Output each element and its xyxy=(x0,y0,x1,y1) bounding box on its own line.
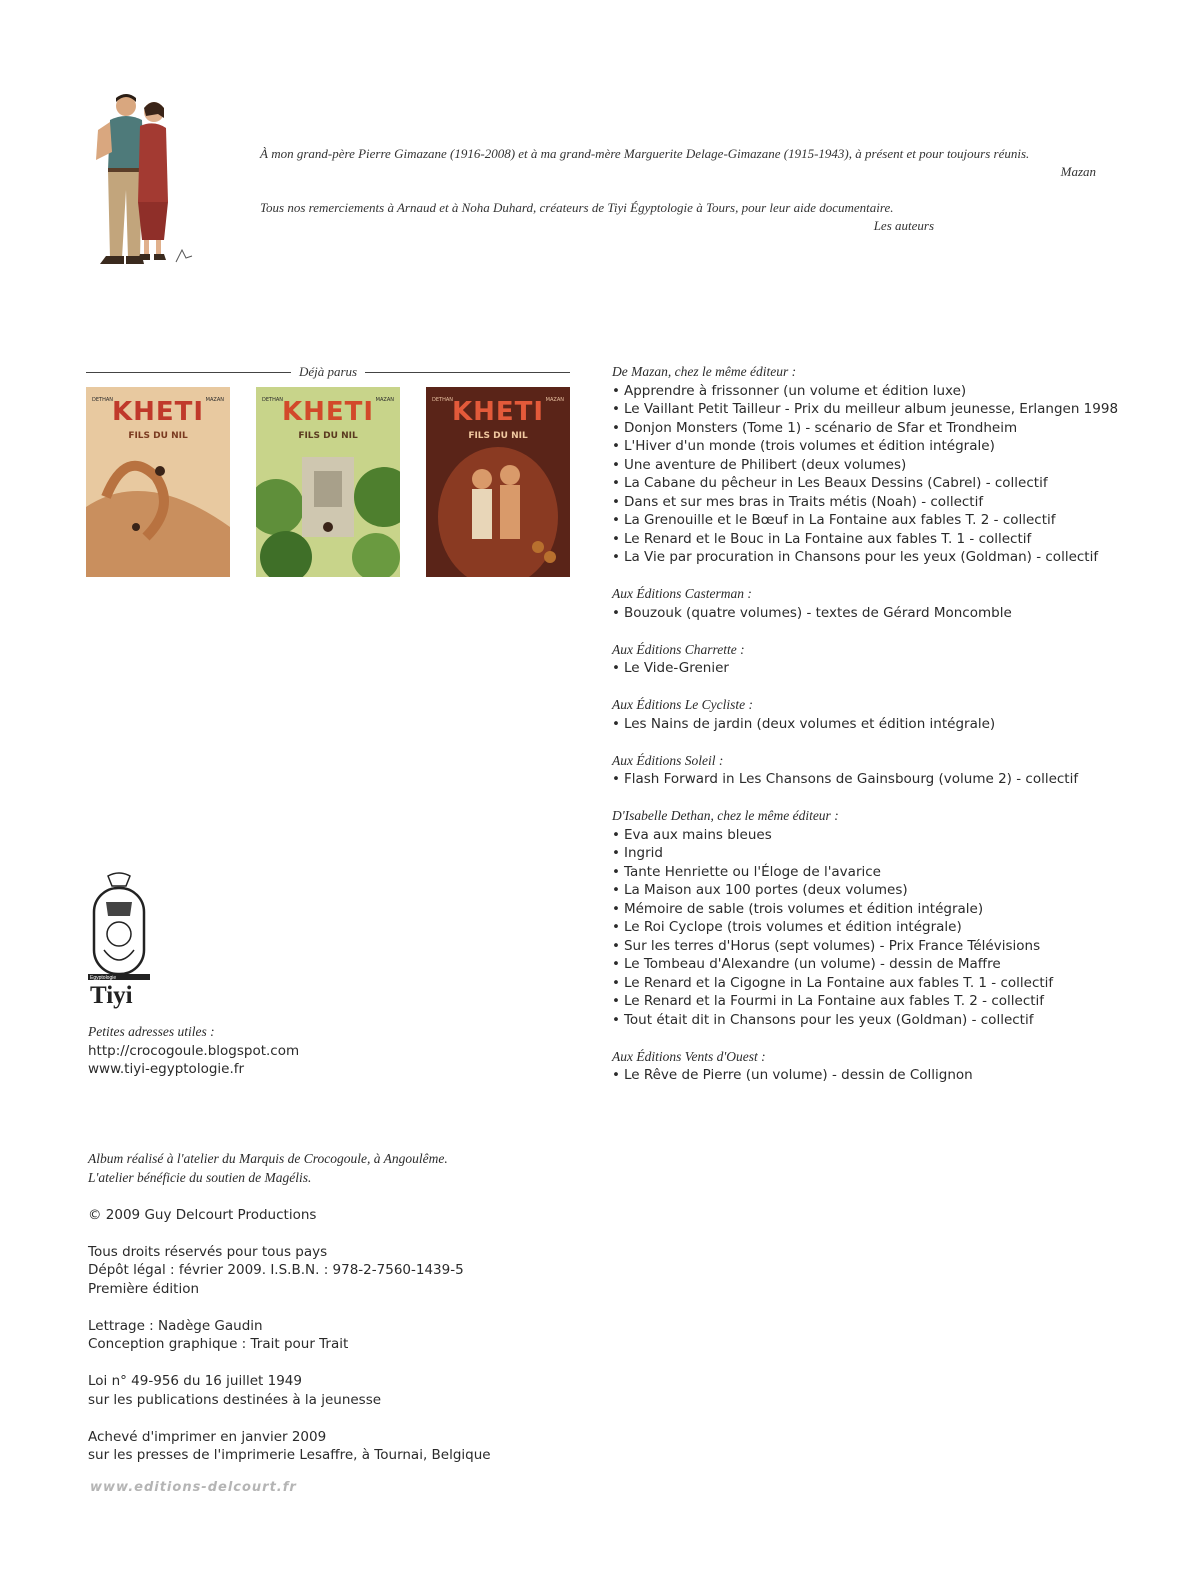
atelier-line: L'atelier bénéficie du soutien de Magélis. xyxy=(88,1169,312,1185)
bibliography-item xyxy=(612,530,1172,549)
bullet-icon: • xyxy=(612,919,620,935)
item-text: Flash Forward in Les Chansons de Gainsbourg (volume 2) - collectif xyxy=(623,771,1079,787)
dedication-block xyxy=(260,145,1100,235)
rights-line: Tous droits réservés pour tous pays xyxy=(88,1243,328,1260)
logo-name: Tiyi xyxy=(90,982,133,1009)
bullet-icon: • xyxy=(612,660,620,676)
bibliography-item xyxy=(612,548,1172,567)
deja-parus-header xyxy=(86,362,570,382)
bibliography-item xyxy=(612,881,1172,900)
bibliography-item xyxy=(612,955,1172,974)
section-heading: Aux Éditions Vents d'Ouest : xyxy=(612,1048,766,1064)
bullet-icon: • xyxy=(612,401,620,417)
bullet-icon: • xyxy=(612,900,620,917)
edition-line: Première édition xyxy=(88,1280,200,1297)
item-text: Tante Henriette ou l'Éloge de l'avarice xyxy=(623,863,881,880)
bullet-icon: • xyxy=(612,863,620,880)
cover-author-right: MAZAN xyxy=(545,397,564,403)
bibliography-section xyxy=(612,807,1172,1029)
printing-line: Achevé d'imprimer en janvier 2009 xyxy=(88,1428,327,1445)
cover-tome-1 xyxy=(86,387,230,577)
item-text: La Maison aux 100 portes (deux volumes) xyxy=(623,882,908,898)
copyright-line: © 2009 Guy Delcourt Productions xyxy=(88,1206,317,1223)
bibliography-item xyxy=(612,419,1172,438)
section-heading: D'Isabelle Dethan, chez le même éditeur : xyxy=(612,808,839,823)
bibliography-item xyxy=(612,456,1172,475)
bibliography-item xyxy=(612,1066,1172,1085)
section-heading: Aux Éditions Soleil : xyxy=(612,752,724,768)
cover-tome-2 xyxy=(256,387,400,577)
cover-tome-3 xyxy=(426,387,570,577)
bibliography-item xyxy=(612,826,1172,845)
item-text: Eva aux mains bleues xyxy=(623,826,772,843)
publisher-website[interactable]: www.editions-delcourt.fr xyxy=(90,1480,297,1495)
bullet-icon: • xyxy=(612,715,620,732)
item-text: Le Vide-Grenier xyxy=(623,660,729,676)
cover-title: KHETI xyxy=(451,397,545,427)
address-link[interactable]: www.tiyi-egyptologie.fr xyxy=(88,1061,245,1077)
bibliography-item xyxy=(612,474,1172,493)
bullet-icon: • xyxy=(612,1011,620,1028)
bullet-icon: • xyxy=(612,438,620,454)
logo-small-text: Egyptologie xyxy=(90,975,117,981)
bullet-icon: • xyxy=(612,1067,620,1083)
cover-title: KHETI xyxy=(111,397,205,427)
item-text: Donjon Monsters (Tome 1) - scénario de Sfar et Trondheim xyxy=(623,419,1018,436)
couple-illustration xyxy=(84,90,214,270)
item-text: Tout était dit in Chansons pour les yeux (Goldman) - collectif xyxy=(623,1011,1034,1028)
item-text: Ingrid xyxy=(623,845,663,861)
bullet-icon: • xyxy=(612,456,620,473)
thanks-signature: Les auteurs xyxy=(873,218,934,233)
bibliography-section xyxy=(612,363,1172,567)
bullet-icon: • xyxy=(612,974,620,991)
section-heading: Aux Éditions Le Cycliste : xyxy=(612,697,753,712)
item-text: Une aventure de Philibert (deux volumes) xyxy=(623,456,907,473)
atelier-line: Album réalisé à l'atelier du Marquis de Crocogoule, à Angoulême. xyxy=(88,1151,448,1166)
colophon xyxy=(88,1150,688,1483)
bibliography-item xyxy=(612,863,1172,882)
cover-author-right: MAZAN xyxy=(375,397,394,403)
item-text: Sur les terres d'Horus (sept volumes) - Prix France Télévisions xyxy=(623,937,1041,954)
bullet-icon: • xyxy=(612,882,620,898)
bullet-icon: • xyxy=(612,956,620,972)
useful-addresses xyxy=(88,1023,299,1079)
bibliography-item xyxy=(612,770,1172,789)
bibliography-item xyxy=(612,937,1172,956)
item-text: Les Nains de jardin (deux volumes et édition intégrale) xyxy=(623,715,996,732)
cover-subtitle: FILS DU NIL xyxy=(128,431,188,441)
item-text: Mémoire de sable (trois volumes et édition intégrale) xyxy=(623,900,984,917)
bibliography-item xyxy=(612,1011,1172,1030)
bibliography-item xyxy=(612,604,1172,623)
bullet-icon: • xyxy=(612,604,620,621)
cover-author-left: DETHAN xyxy=(262,397,283,403)
item-text: Bouzouk (quatre volumes) - textes de Gérard Moncomble xyxy=(623,604,1012,621)
bibliography-section xyxy=(612,696,1172,733)
bullet-icon: • xyxy=(612,771,620,787)
bullet-icon: • xyxy=(612,475,620,491)
item-text: Apprendre à frissonner (un volume et édition luxe) xyxy=(623,382,967,399)
printing-line: sur les presses de l'imprimerie Lesaffre, à Tournai, Belgique xyxy=(88,1447,491,1463)
bibliography-item xyxy=(612,437,1172,456)
bibliography-item xyxy=(612,400,1172,419)
cover-author-left: DETHAN xyxy=(92,397,113,403)
item-text: Le Tombeau d'Alexandre (un volume) - dessin de Maffre xyxy=(623,956,1001,972)
tiyi-logo xyxy=(86,872,152,1012)
bibliography-item xyxy=(612,715,1172,734)
bibliography-section xyxy=(612,1048,1172,1085)
bullet-icon: • xyxy=(612,937,620,954)
item-text: L'Hiver d'un monde (trois volumes et édition intégrale) xyxy=(623,438,995,454)
bibliography-section xyxy=(612,752,1172,789)
cover-author-right: MAZAN xyxy=(205,397,224,403)
item-text: Le Roi Cyclope (trois volumes et édition intégrale) xyxy=(623,919,962,935)
bullet-icon: • xyxy=(612,993,620,1009)
item-text: Le Rêve de Pierre (un volume) - dessin de Collignon xyxy=(623,1067,973,1083)
divider-line xyxy=(365,372,570,373)
cover-subtitle: FILS DU NIL xyxy=(298,431,358,441)
address-link[interactable]: http://crocogoule.blogspot.com xyxy=(88,1042,300,1059)
thanks-line: Tous nos remerciements à Arnaud et à Noha Duhard, créateurs de Tiyi Égyptologie à Tours, pour leur aide documentaire. xyxy=(260,200,894,215)
section-heading: Aux Éditions Charrette : xyxy=(612,641,745,657)
bibliography-item xyxy=(612,844,1172,863)
item-text: Dans et sur mes bras in Traits métis (Noah) - collectif xyxy=(623,493,984,510)
bibliography-item xyxy=(612,900,1172,919)
cover-author-left: DETHAN xyxy=(432,397,453,403)
bullet-icon: • xyxy=(612,493,620,510)
bibliography-item xyxy=(612,493,1172,512)
cover-subtitle: FILS DU NIL xyxy=(468,431,528,441)
bibliography-item xyxy=(612,511,1172,530)
item-text: La Vie par procuration in Chansons pour les yeux (Goldman) - collectif xyxy=(623,549,1099,565)
legal-deposit-line: Dépôt légal : février 2009. I.S.B.N. : 978-2-7560-1439-5 xyxy=(88,1262,464,1278)
bibliography-section xyxy=(612,641,1172,678)
bibliography-section xyxy=(612,585,1172,622)
credits-line: Conception graphique : Trait pour Trait xyxy=(88,1336,349,1352)
dedication-signature: Mazan xyxy=(1060,164,1096,179)
cover-title: KHETI xyxy=(281,397,375,427)
bibliography-item xyxy=(612,992,1172,1011)
bullet-icon: • xyxy=(612,845,620,861)
bullet-icon: • xyxy=(612,549,620,565)
law-line: Loi n° 49-956 du 16 juillet 1949 xyxy=(88,1373,302,1389)
bibliography-item xyxy=(612,974,1172,993)
credits-line: Lettrage : Nadège Gaudin xyxy=(88,1317,263,1334)
bullet-icon: • xyxy=(612,382,620,399)
bibliography xyxy=(612,363,1172,1103)
divider-line xyxy=(86,372,291,373)
bullet-icon: • xyxy=(612,530,620,547)
section-heading: Aux Éditions Casterman : xyxy=(612,586,752,601)
addresses-heading: Petites adresses utiles : xyxy=(88,1024,215,1039)
bibliography-item xyxy=(612,659,1172,678)
deja-parus-label: Déjà parus xyxy=(298,364,358,379)
item-text: Le Vaillant Petit Tailleur - Prix du meilleur album jeunesse, Erlangen 1998 xyxy=(623,401,1119,417)
bibliography-item xyxy=(612,382,1172,401)
bullet-icon: • xyxy=(612,826,620,843)
section-heading: De Mazan, chez le même éditeur : xyxy=(612,364,797,379)
bibliography-item xyxy=(612,918,1172,937)
item-text: La Grenouille et le Bœuf in La Fontaine aux fables T. 2 - collectif xyxy=(623,512,1056,528)
law-line: sur les publications destinées à la jeunesse xyxy=(88,1391,382,1408)
dedication-line: À mon grand-père Pierre Gimazane (1916-2008) et à ma grand-mère Marguerite Delage-Gimazane (1915-1943), à présent et pour toujours réunis. xyxy=(260,146,1030,161)
item-text: Le Renard et la Fourmi in La Fontaine aux fables T. 2 - collectif xyxy=(623,993,1045,1009)
bullet-icon: • xyxy=(612,512,620,528)
bullet-icon: • xyxy=(612,419,620,436)
item-text: La Cabane du pêcheur in Les Beaux Dessins (Cabrel) - collectif xyxy=(623,475,1048,491)
item-text: Le Renard et la Cigogne in La Fontaine aux fables T. 1 - collectif xyxy=(623,974,1054,991)
item-text: Le Renard et le Bouc in La Fontaine aux fables T. 1 - collectif xyxy=(623,530,1032,547)
